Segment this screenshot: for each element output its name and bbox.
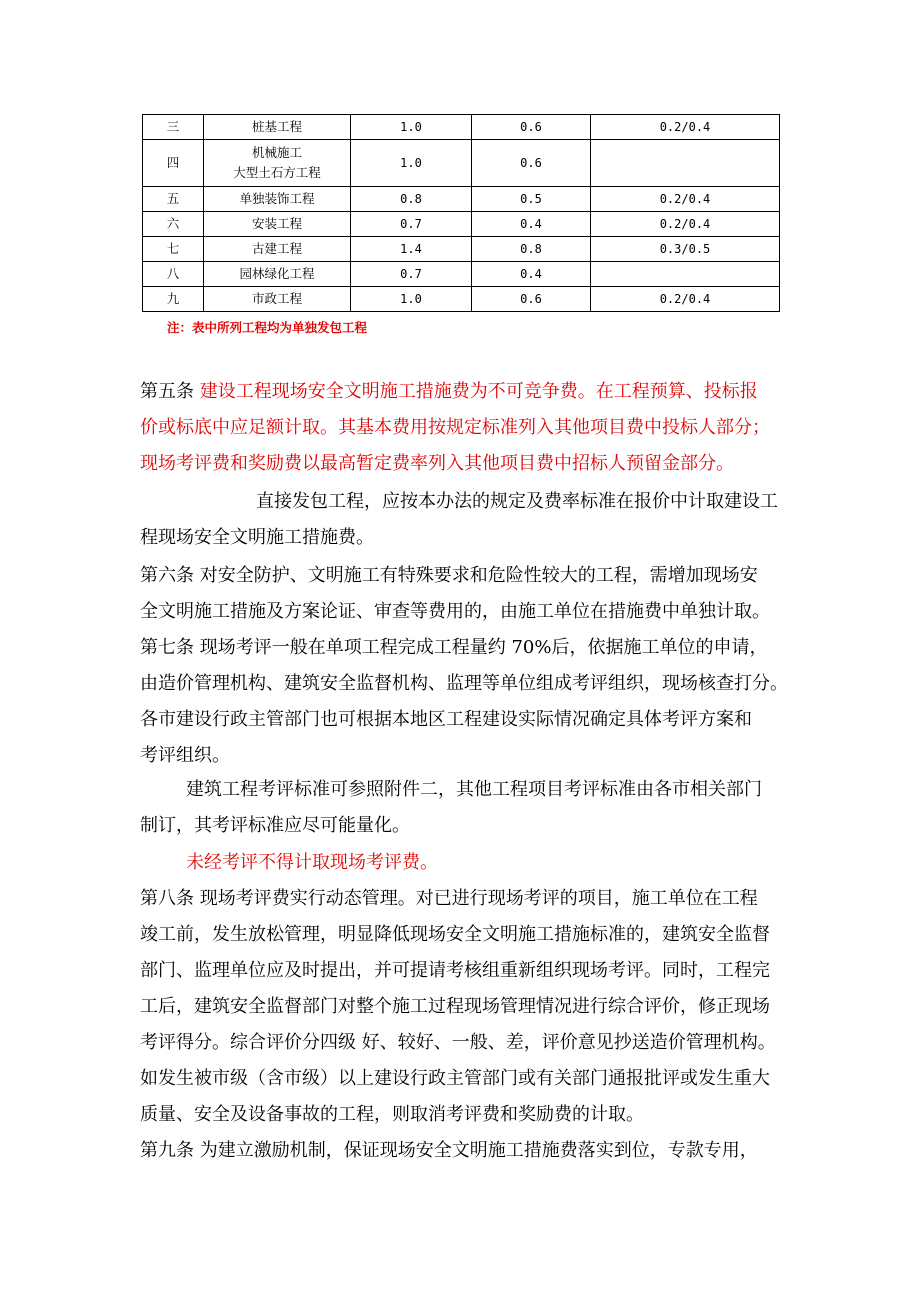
article-5-sub-line-2: 程现场安全文明施工措施费。 (140, 527, 374, 548)
article-9 (140, 1133, 800, 1169)
rate-value-1-cell: 1.0 (351, 287, 472, 312)
table-row (143, 140, 780, 187)
rate-value-3-cell: 0.3/0.5 (591, 237, 780, 262)
project-name-cell (204, 187, 351, 212)
rate-value-2-cell: 0.4 (472, 212, 591, 237)
article-7-line-2: 由造价管理机构、建筑安全监督机构、监理等单位组成考评组织，现场核查打分。 (140, 673, 788, 694)
article-8-line-6: 如发生被市级（含市级）以上建设行政主管部门或有关部门通报批评或发生重大 (140, 1068, 770, 1089)
rate-value-3-cell: 0.2/0.4 (591, 115, 780, 140)
article-5-direct-contract (140, 484, 800, 556)
project-name-cell (204, 212, 351, 237)
article-8-line-2: 竣工前，发生放松管理，明显降低现场安全文明施工措施标准的，建筑安全监督 (140, 924, 770, 945)
project-name-cell (204, 140, 351, 187)
article-6-line-2: 全文明施工措施及方案论证、审查等费用的，由施工单位在措施费中单独计取。 (140, 601, 770, 622)
article-6 (140, 558, 800, 630)
rate-value-2-cell: 0.5 (472, 187, 591, 212)
article-8-line-5: 考评得分。综合评价分四级 好、较好、一般、差，评价意见抄送造价管理机构。 (140, 1032, 776, 1053)
project-name-cell (204, 262, 351, 287)
article-8 (140, 881, 800, 1133)
rate-value-2-cell: 0.4 (472, 262, 591, 287)
rate-value-1-cell: 1.0 (351, 115, 472, 140)
rate-value-2-cell: 0.8 (472, 237, 591, 262)
project-name-line: 古建工程 (251, 241, 302, 256)
article-6-line-1: 第六条 对安全防护、文明施工有特殊要求和危险性较大的工程，需增加现场安 (140, 565, 758, 586)
row-number-cell: 八 (143, 262, 204, 287)
article-5-line-3: 现场考评费和奖励费以最高暂定费率列入其他项目费中招标人预留金部分。 (140, 453, 734, 474)
article-7 (140, 630, 800, 774)
rate-value-1-cell: 1.4 (351, 237, 472, 262)
rate-value-3-cell (591, 262, 780, 287)
row-number-cell: 五 (143, 187, 204, 212)
article-7-standards (140, 772, 800, 844)
table-row (143, 212, 780, 237)
article-7-line-1: 第七条 现场考评一般在单项工程完成工程量约 70%后，依据施工单位的申请， (140, 637, 768, 658)
rate-table (142, 114, 780, 312)
table-row (143, 287, 780, 312)
project-name-line: 安装工程 (251, 216, 302, 231)
article-5-sub-line-1: 直接发包工程，应按本办法的规定及费率标准在报价中计取建设工 (256, 491, 778, 512)
row-number-cell: 九 (143, 287, 204, 312)
project-name-line: 单独装饰工程 (239, 191, 315, 206)
article-9-line-1: 第九条 为建立激励机制，保证现场安全文明施工措施费落实到位，专款专用， (140, 1140, 758, 1161)
article-8-line-4: 工后，建筑安全监督部门对整个施工过程现场管理情况进行综合评价，修正现场 (140, 996, 770, 1017)
rate-value-3-cell: 0.2/0.4 (591, 212, 780, 237)
rate-value-2-cell: 0.6 (472, 287, 591, 312)
article-8-line-1: 第八条 现场考评费实行动态管理。对已进行现场考评的项目，施工单位在工程 (140, 888, 758, 909)
rate-value-1-cell: 1.0 (351, 140, 472, 187)
row-number-cell: 六 (143, 212, 204, 237)
project-name-line: 园林绿化工程 (239, 266, 315, 281)
project-name-line: 市政工程 (251, 291, 302, 306)
table-row (143, 262, 780, 287)
table-row (143, 237, 780, 262)
article-5-line-1: 第五条 建设工程现场安全文明施工措施费为不可竞争费。在工程预算、投标报 (140, 381, 758, 402)
project-name-line: 机械施工 (251, 145, 302, 160)
table-note: 注：表中所列工程均为单独发包工程 (167, 320, 368, 335)
table-row (143, 187, 780, 212)
table-row (143, 115, 780, 140)
rate-value-1-cell: 0.7 (351, 262, 472, 287)
article-5 (140, 374, 800, 482)
row-number-cell: 四 (143, 140, 204, 187)
article-8-line-3: 部门、监理单位应及时提出，并可提请考核组重新组织现场考评。同时，工程完 (140, 960, 770, 981)
rate-value-1-cell: 0.7 (351, 212, 472, 237)
rate-value-2-cell: 0.6 (472, 115, 591, 140)
project-name-line: 大型土石方工程 (233, 165, 321, 180)
rate-value-3-cell (591, 140, 780, 187)
project-name-cell (204, 287, 351, 312)
project-name-cell (204, 237, 351, 262)
rate-value-2-cell: 0.6 (472, 140, 591, 187)
rate-value-3-cell: 0.2/0.4 (591, 187, 780, 212)
article-7-line-3: 各市建设行政主管部门也可根据本地区工程建设实际情况确定具体考评方案和 (140, 709, 752, 730)
article-7-line-4: 考评组织。 (140, 745, 230, 766)
article-8-line-7: 质量、安全及设备事故的工程，则取消考评费和奖励费的计取。 (140, 1104, 644, 1125)
row-number-cell: 三 (143, 115, 204, 140)
article-7-red-note: 未经考评不得计取现场考评费。 (186, 852, 438, 873)
project-name-line: 桩基工程 (251, 119, 302, 134)
row-number-cell: 七 (143, 237, 204, 262)
project-name-cell (204, 115, 351, 140)
article-7-para2-line-1: 建筑工程考评标准可参照附件二，其他工程项目考评标准由各市相关部门 (186, 779, 762, 800)
rate-value-1-cell: 0.8 (351, 187, 472, 212)
article-5-line-2: 价或标底中应足额计取。其基本费用按规定标准列入其他项目费中投标人部分； (140, 417, 770, 438)
rate-value-3-cell: 0.2/0.4 (591, 287, 780, 312)
article-7-para2-line-2: 制订，其考评标准应尽可能量化。 (140, 815, 410, 836)
